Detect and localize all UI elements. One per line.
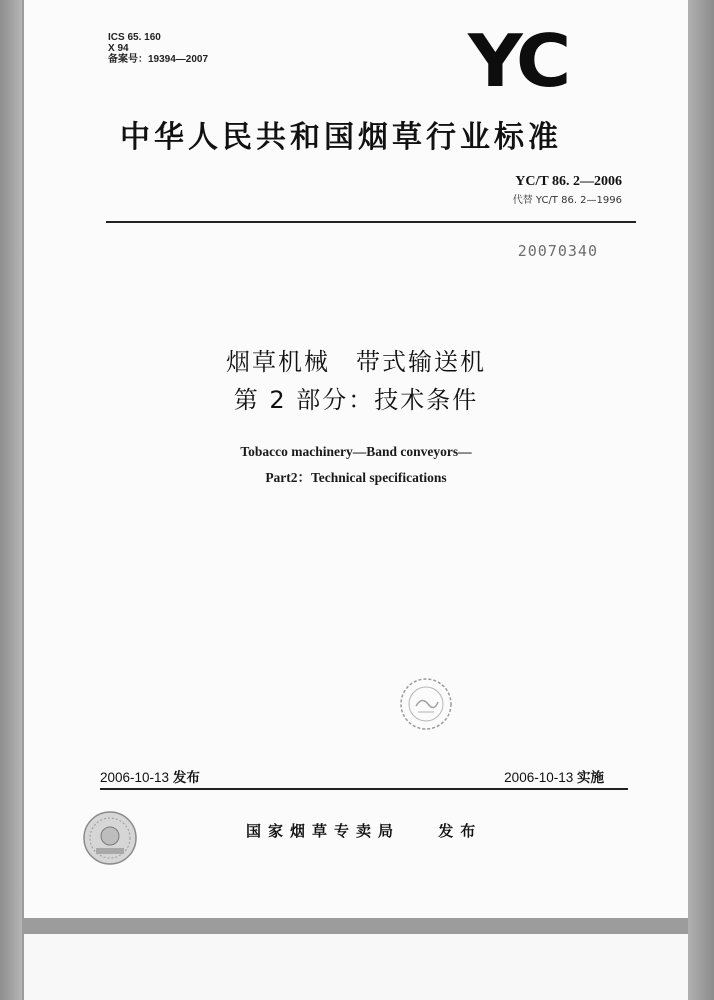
round-seal-icon bbox=[398, 676, 454, 732]
next-page bbox=[24, 934, 688, 1000]
yc-logo: YC bbox=[468, 19, 568, 103]
standard-title: 中华人民共和国烟草行业标准 bbox=[120, 120, 562, 155]
classification-block bbox=[108, 32, 208, 65]
replaces-note: 代替 YC/T 86. 2—1996 bbox=[512, 195, 622, 206]
implement-date-block bbox=[504, 766, 604, 786]
standard-number: YC/T 86. 2—2006 bbox=[515, 174, 622, 189]
implement-label: 实施 bbox=[577, 770, 604, 785]
issuer-name: 国家烟草专卖局 bbox=[246, 822, 401, 840]
issue-label: 发布 bbox=[172, 770, 200, 785]
stamped-number: 20070340 bbox=[517, 242, 598, 260]
issuer-line bbox=[246, 820, 482, 841]
top-divider bbox=[106, 221, 636, 223]
left-border bbox=[0, 0, 22, 1000]
right-border bbox=[688, 0, 714, 1000]
document-page bbox=[24, 0, 688, 918]
standard-number-block bbox=[513, 174, 622, 206]
bottom-divider bbox=[100, 788, 628, 790]
implement-date: 2006-10-13 bbox=[504, 770, 574, 785]
title-english-line2: Part2：Technical specifications bbox=[265, 470, 447, 485]
issuer-action: 发布 bbox=[438, 822, 483, 840]
title-english-line1: Tobacco machinery—Band conveyors— bbox=[240, 444, 472, 459]
title-chinese-line1: 烟草机械 带式输送机 bbox=[226, 348, 486, 376]
title-chinese-line2: 第 2 部分：技术条件 bbox=[233, 386, 479, 414]
seal-stamp-icon bbox=[82, 810, 138, 866]
class-code: X 94 bbox=[108, 43, 129, 54]
issue-date: 2006-10-13 bbox=[100, 770, 170, 785]
filing-number: 备案号：19394—2007 bbox=[108, 54, 209, 65]
issue-date-block bbox=[100, 766, 200, 786]
ics-code: ICS 65. 160 bbox=[108, 32, 161, 43]
